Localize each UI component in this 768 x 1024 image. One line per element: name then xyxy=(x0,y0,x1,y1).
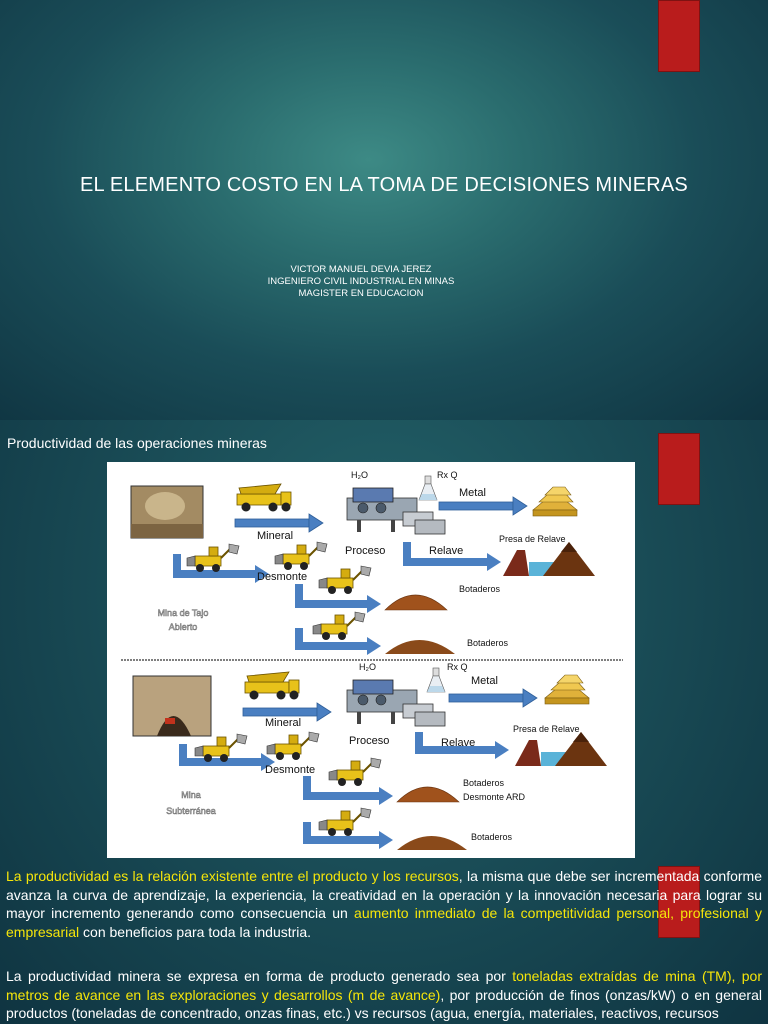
cover-slide xyxy=(0,0,768,420)
gold-bars-icon xyxy=(533,487,577,516)
loader-icon xyxy=(267,732,319,760)
paragraph-productivity-expression xyxy=(6,967,762,1023)
waste-pile-icon xyxy=(385,595,447,610)
author-degree: INGENIERO CIVIL INDUSTRIAL EN MINAS xyxy=(267,276,455,287)
label-h2o: H₂O xyxy=(359,662,376,672)
highlight-text: aumento inmediato de la competitividad personal, profesional y empresarial xyxy=(6,905,762,940)
label-desmonte: Desmonte xyxy=(265,764,316,776)
loader-icon xyxy=(187,544,239,572)
label-mineral: Mineral xyxy=(265,717,302,729)
body-text: con beneficios para toda la industria. xyxy=(79,923,312,940)
highlight-text: toneladas extraídas de mina (TM), por metros de avance en las exploraciones y desarrollos (m de avance) xyxy=(6,968,762,1003)
haul-truck-icon xyxy=(237,484,291,512)
label-botaderos-ard: Botaderos xyxy=(459,584,501,594)
loader-icon xyxy=(319,808,371,836)
label-metal: Metal xyxy=(459,487,486,499)
waste-pile-icon xyxy=(397,836,467,850)
label-rxq: Rx Q xyxy=(437,470,458,480)
loader-icon xyxy=(329,758,381,786)
tailings-dam-icon xyxy=(515,732,607,766)
cover-red-tab xyxy=(658,0,700,72)
metal-arrow xyxy=(439,497,527,515)
tailings-dam-icon xyxy=(503,542,595,576)
loader-icon xyxy=(195,734,247,762)
label-desmonte-ard: Desmonte ARD xyxy=(463,792,526,802)
cover-title: EL ELEMENTO COSTO EN LA TOMA DE DECISIONES MINERAS xyxy=(80,174,688,196)
label-botaderos: Botaderos xyxy=(467,638,509,648)
label-metal: Metal xyxy=(471,675,498,687)
haul-truck-icon xyxy=(245,672,299,700)
label-botaderos-ard: Botaderos xyxy=(463,778,505,788)
label-relave: Relave xyxy=(429,545,464,557)
label-proceso: Proceso xyxy=(349,735,390,747)
label-desmonte: Desmonte xyxy=(257,571,308,583)
label-open-pit: Mina de Tajo xyxy=(157,608,209,618)
label-proceso: Proceso xyxy=(345,545,386,557)
author-master: MAGISTER EN EDUCACION xyxy=(298,288,424,299)
body-text: , la misma que debe ser incrementada conforme avanza la curva de aprendizaje, la experiencia, la creatividad en la operación y la innovación necesaria para lograr su mayor incremento generando como consecuencia un xyxy=(6,868,763,921)
content-red-tab-top xyxy=(658,433,700,505)
reagent-flask-icon xyxy=(419,476,437,500)
label-underground-2: Subterránea xyxy=(166,806,216,816)
label-rxq: Rx Q xyxy=(447,662,468,672)
productivity-diagram xyxy=(107,462,635,858)
open-pit-photo xyxy=(131,486,203,538)
label-presa: Presa de Relave xyxy=(499,534,566,544)
paragraph-productivity-definition xyxy=(6,867,762,941)
author-name: VICTOR MANUEL DEVIA JEREZ xyxy=(290,264,432,275)
cover-author xyxy=(0,264,722,300)
label-underground: Mina xyxy=(181,790,201,800)
gold-bars-icon xyxy=(545,675,589,704)
loader-icon xyxy=(313,612,365,640)
waste-pile-icon xyxy=(397,787,459,802)
loader-icon xyxy=(275,542,327,570)
label-presa: Presa de Relave xyxy=(513,724,580,734)
underground-photo xyxy=(133,676,211,736)
label-botaderos: Botaderos xyxy=(471,832,513,842)
waste-pile-icon xyxy=(385,640,455,654)
label-h2o: H₂O xyxy=(351,470,368,480)
label-mineral: Mineral xyxy=(257,530,294,542)
label-open-pit-2: Abierto xyxy=(168,622,198,632)
body-text: , por producción de finos (onzas/kW) o en general productos (toneladas de concentrado, onzas finas, etc.) vs recursos (agua, energía, materiales, reactivos, recursos xyxy=(6,986,762,1021)
label-relave: Relave xyxy=(441,737,476,749)
reagent-flask-icon xyxy=(427,668,445,692)
metal-arrow xyxy=(449,689,537,707)
body-text: La productividad minera se expresa en forma de producto generado sea por xyxy=(6,968,513,984)
section-title: Productividad de las operaciones mineras xyxy=(7,435,267,451)
highlight-text: La productividad es la relación existente entre el producto y los recursos xyxy=(6,868,459,884)
loader-icon xyxy=(319,566,371,594)
